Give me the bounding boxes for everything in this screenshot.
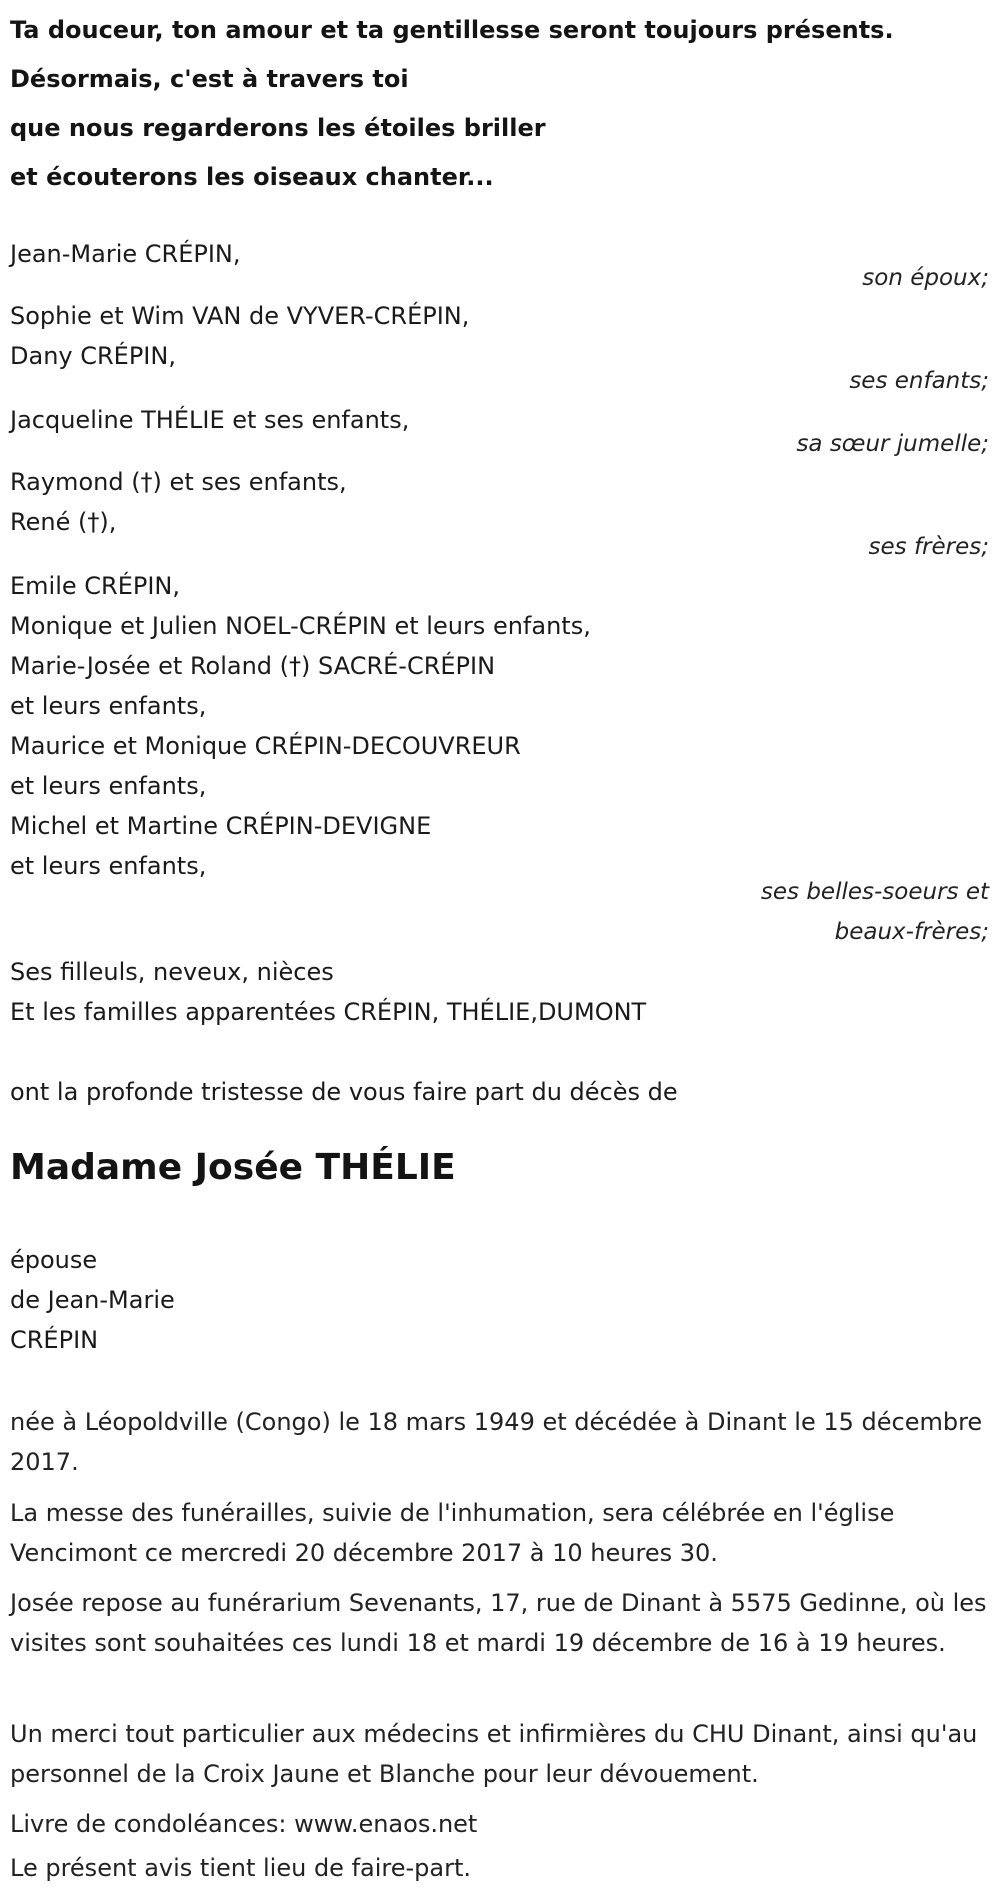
family-inlaw-line: Maurice et Monique CRÉPIN-DECOUVREUR <box>10 732 521 760</box>
spouse-line: épouse <box>10 1246 98 1274</box>
family-others-line: Et les familles apparentées CRÉPIN, THÉLIE,DUMONT <box>10 998 647 1026</box>
family-husband-role: son époux; <box>862 265 989 291</box>
notice-line: Le présent avis tient lieu de faire-part. <box>10 1854 472 1882</box>
family-inlaws-role: ses belles-soeurs et <box>760 879 989 905</box>
family-inlaw-line: Marie-Josée et Roland (†) SACRÉ-CRÉPIN <box>10 652 496 680</box>
family-twin-name: Jacqueline THÉLIE et ses enfants, <box>10 406 410 434</box>
family-inlaw-line: et leurs enfants, <box>10 852 207 880</box>
condolences-line: Livre de condoléances: www.enaos.net <box>10 1810 478 1838</box>
deceased-name: Madame Josée THÉLIE <box>10 1147 456 1188</box>
visitation-paragraph: Josée repose au funérarium Sevenants, 17, rue de Dinant à 5575 Gedinne, où les visites sont souhaitées ces lundi 18 et mardi 19 décembre de 16 à 19 heures. <box>10 1589 987 1657</box>
family-brothers-role: ses frères; <box>868 534 989 560</box>
family-brother-name: Raymond (†) et ses enfants, <box>10 468 347 496</box>
epitaph-quote <box>10 6 990 202</box>
announcement-text: ont la profonde tristesse de vous faire part du décès de <box>10 1078 678 1106</box>
family-inlaw-line: et leurs enfants, <box>10 772 207 800</box>
funeral-paragraph: La messe des funérailles, suivie de l'inhumation, sera célébrée en l'église Vencimont ce mercredi 20 décembre 2017 à 10 heures 30. <box>10 1499 895 1567</box>
quote-line: Désormais, c'est à travers toi <box>10 65 409 93</box>
family-inlaw-line: Monique et Julien NOEL-CRÉPIN et leurs enfants, <box>10 612 591 640</box>
thanks-paragraph: Un merci tout particulier aux médecins et infirmières du CHU Dinant, ainsi qu'au personnel de la Croix Jaune et Blanche pour leur dévouement. <box>10 1720 978 1788</box>
family-twin-role: sa sœur jumelle; <box>796 431 989 457</box>
family-inlaw-line: Emile CRÉPIN, <box>10 572 181 600</box>
family-inlaw-line: et leurs enfants, <box>10 692 207 720</box>
family-children-role: ses enfants; <box>849 368 989 394</box>
family-child-name: Sophie et Wim VAN de VYVER-CRÉPIN, <box>10 302 470 330</box>
birth-death-paragraph: née à Léopoldville (Congo) le 18 mars 1949 et décédée à Dinant le 15 décembre 2017. <box>10 1408 983 1476</box>
quote-line: et écouterons les oiseaux chanter... <box>10 163 494 191</box>
quote-line: que nous regarderons les étoiles briller <box>10 114 546 142</box>
spouse-line: CRÉPIN <box>10 1326 99 1354</box>
family-child-name: Dany CRÉPIN, <box>10 342 176 370</box>
family-inlaw-line: Michel et Martine CRÉPIN-DEVIGNE <box>10 812 432 840</box>
quote-line: Ta douceur, ton amour et ta gentillesse seront toujours présents. <box>10 16 894 44</box>
family-husband-name: Jean-Marie CRÉPIN, <box>10 240 241 268</box>
family-others-line: Ses filleuls, neveux, nièces <box>10 958 334 986</box>
family-inlaws-role: beaux-frères; <box>834 919 989 945</box>
family-brother-name: René (†), <box>10 508 117 536</box>
spouse-line: de Jean-Marie <box>10 1286 175 1314</box>
